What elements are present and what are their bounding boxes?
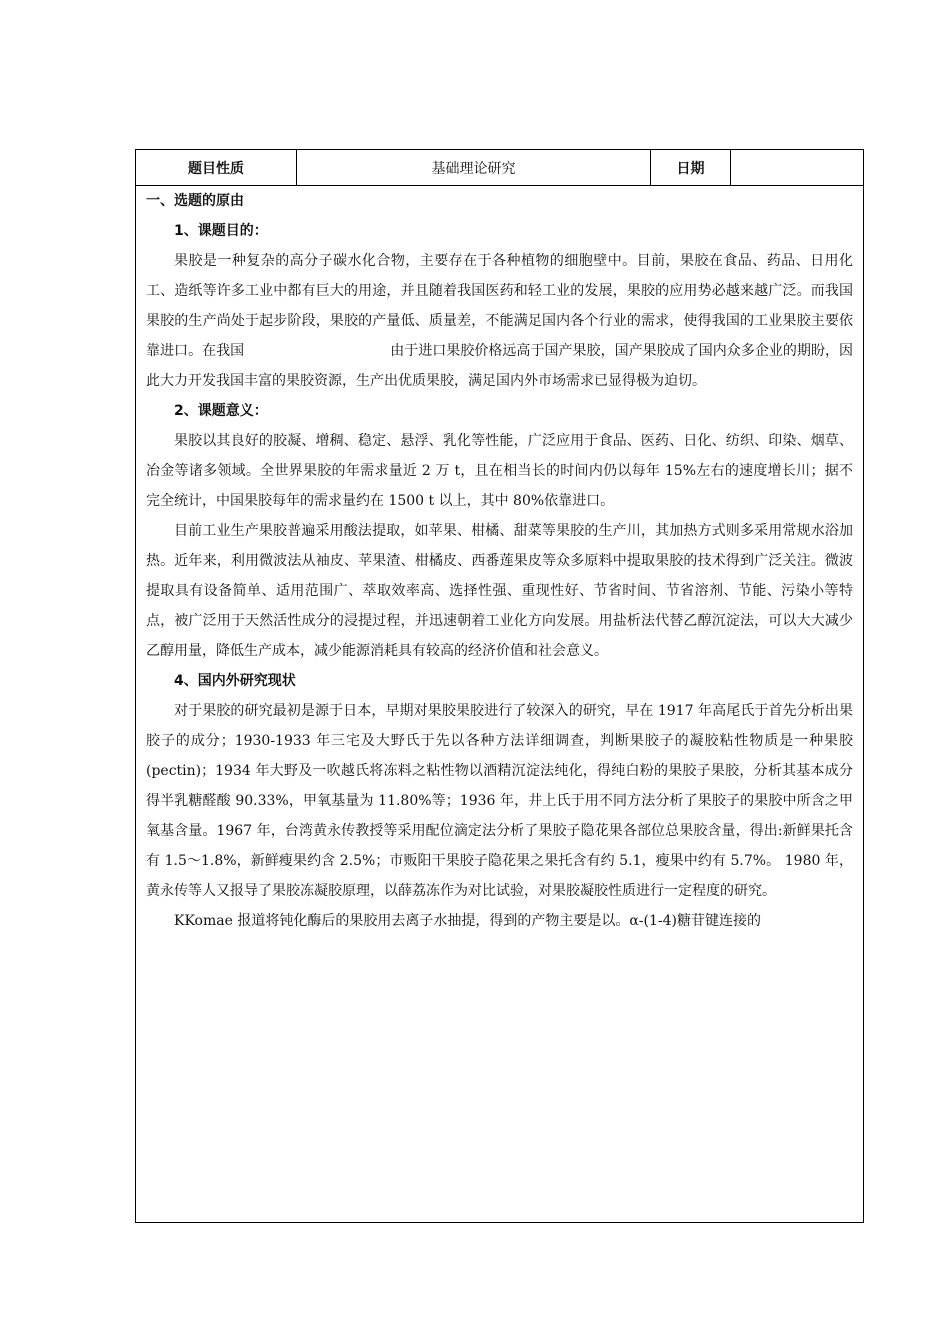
significance-paragraph-1: 果胶以其良好的胶凝、增稠、稳定、悬浮、乳化等性能，广泛应用于食品、医药、日化、纺织、印染、烟草、冶金等诸多领域。全世界果胶的年需求量近 2 万 t，且在相当长的时间内仍以每年 15%左右的速度增长川；据不完全统计，中国果胶每年的需求量约在 1500 t 以上，其中 80%依靠进口。: [146, 433, 853, 509]
proposal-form-table: [135, 149, 864, 1223]
date-value: [731, 150, 863, 185]
table-content-cell: [136, 186, 863, 1222]
table-header-row: [136, 150, 863, 186]
topic-nature-label: 题目性质: [136, 150, 297, 185]
significance-paragraph-2: 目前工业生产果胶普遍采用酸法提取，如苹果、柑橘、甜菜等果胶的生产川，其加热方式则多采用常规水浴加热。近年来，利用微波法从袖皮、苹果渣、柑橘皮、西番莲果皮等众多原料中提取果胶的技术得到广泛关注。微波提取具有设备简单、适用范围广、萃取效率高、选择性强、重现性好、节省时间、节省溶剂、节能、污染小等特点，被广泛用于天然活性成分的浸提过程，并迅速朝着工业化方向发展。用盐析法代替乙醇沉淀法，可以大大减少乙醇用量，降低生产成本，减少能源消耗具有较高的经济价值和社会意义。: [146, 523, 853, 659]
research-status-paragraph-2: KKomae 报道将钝化酶后的果胶用去离子水抽提，得到的产物主要是以。α-(1-4)糖苷键连接的: [174, 913, 761, 929]
date-label: 日期: [651, 150, 731, 185]
purpose-heading: 1、课题目的：: [174, 223, 268, 239]
significance-heading: 2、课题意义：: [174, 403, 268, 419]
topic-nature-value: 基础理论研究: [297, 150, 651, 185]
purpose-paragraph: [146, 246, 853, 396]
section-title: 一、选题的原由: [146, 193, 244, 209]
research-status-heading: 4、国内外研究现状: [174, 673, 296, 689]
purpose-text-part2: 由于进口果胶价格远高于国产果胶，国产果胶成了国内众多企业的期盼，因此大力开发我国丰富的果胶资源，生产出优质果胶，满足国内外市场需求已显得极为迫切。: [146, 343, 854, 389]
purpose-text-part1: 果胶是一种复杂的高分子碳水化合物，主要存在于各种植物的细胞壁中。目前，果胶在食品、药品、日用化工、造纸等许多工业中都有巨大的用途，并且随着我国医药和轻工业的发展，果胶的应用势必越来越广泛。而我国果胶的生产尚处于起步阶段，果胶的产量低、质量差，不能满足国内各个行业的需求，使得我国的工业果胶主要依靠进口。在我国: [146, 253, 853, 359]
research-status-paragraph-1: 对于果胶的研究最初是源于日本，早期对果胶果胶进行了较深入的研究，早在 1917 年高尾氏于首先分析出果胶子的成分；1930-1933 年三宅及大野氏于先以各种方法详细调查，判断果胶子的凝胶粘性物质是一种果胶(pectin)；1934 年大野及一吹越氏将冻料之粘性物以酒精沉淀法纯化，得纯白粉的果胶子果胶，分析其基本成分得半乳糖醛酸 90.33%，甲氧基量为 11.80%等；1936 年，井上氏于用不同方法分析了果胶子的果胶中所含之甲氧基含量。1967 年，台湾黄永传教授等采用配位滴定法分析了果胶子隐花果各部位总果胶含量，得出:新鲜果托含有 1.5～1.8%，新鲜瘦果约含 2.5%；市贩阳干果胶子隐花果之果托含有约 5.1，瘦果中约有 5.7%。 1980 年，黄永传等人又报导了果胶冻凝胶原理，以薛荔冻作为对比试验，对果胶凝胶性质进行一定程度的研究。: [146, 703, 853, 899]
